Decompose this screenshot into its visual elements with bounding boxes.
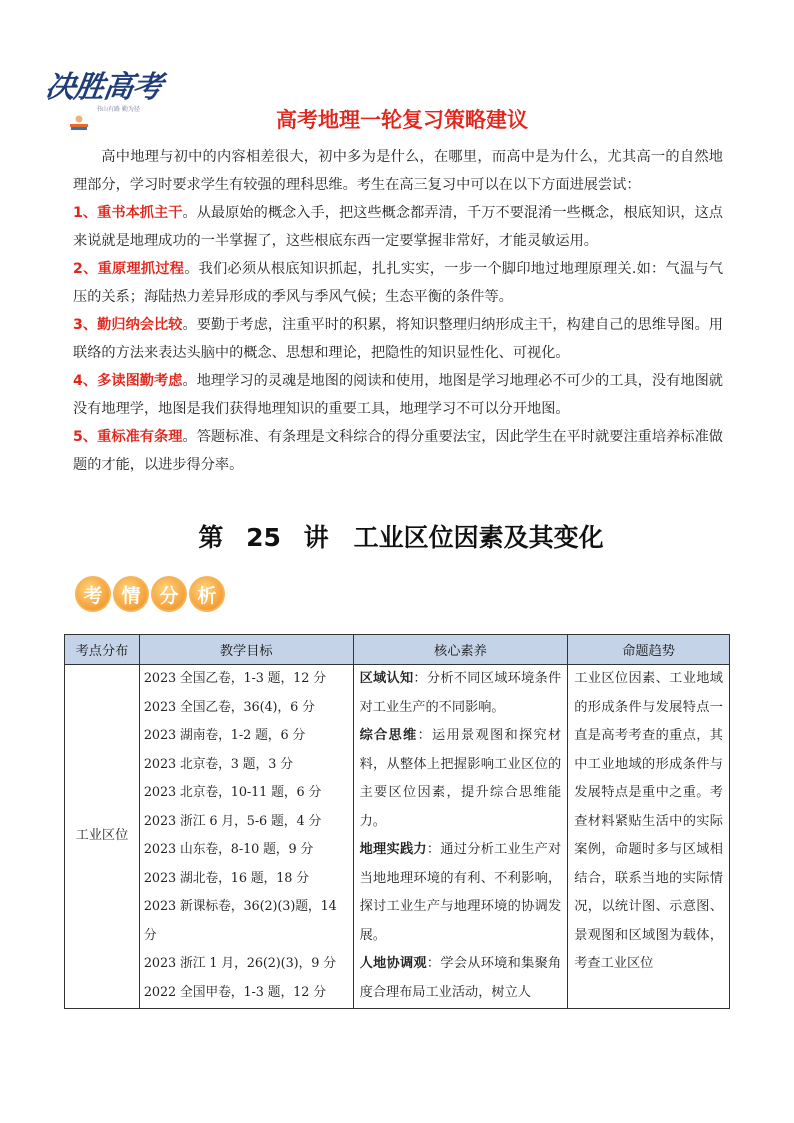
core-item: 综合思维：运用景观图和探究材料，从整体上把握影响工业区位的主要区位因素，提升综合思维能力。 [359,728,562,829]
goal-item: 2023 全国乙卷，1-3 题，12 分 [143,671,326,686]
badge-char: 考 [75,576,111,612]
tip-item: 5、重标准有条理。答题标准、有条理是文科综合的得分重要法宝，因此学生在平时就要注重培养标准做题的才能，以进步得分率。 [73,429,723,473]
core-item: 人地协调观：学会从环境和集聚角度合理布局工业活动，树立人 [359,956,562,1000]
column-header: 考点分布 [65,635,140,665]
goal-item: 2023 全国乙卷，36(4)，6 分 [143,699,315,715]
goal-item: 2023 新课标卷，36(2)(3)题，14 分 [143,899,337,943]
core-literacy-cell [353,665,568,1009]
column-header: 命题趋势 [568,635,730,665]
table-row [65,665,730,1009]
core-item: 地理实践力：通过分析工业生产对当地地理环境的有利、不利影响，探讨工业生产与地理环境的协调发展。 [359,842,562,943]
goal-item: 2022 全国甲卷，1-3 题，12 分 [143,984,326,1000]
tip-item: 1、重书本抓主干。从最原始的概念入手，把这些概念都弄清，千万不要混淆一些概念，根底知识，这点来说就是地理成功的一半掌握了，这些根底东西一定要掌握非常好，才能灵敏运用。 [73,205,723,249]
logo-text: 决胜高考 [43,70,164,105]
lesson-title: 第 25 讲 工业区位因素及其变化 [198,523,604,552]
exam-analysis-table [64,634,730,1009]
table-header-row [65,635,730,665]
tip-item: 2、重原理抓过程。我们必须从根底知识抓起，扎扎实实，一步一个脚印地过地理原理关.如：气温与气压的关系；海陆热力差异形成的季风与季风气候；生态平衡的条件等。 [73,261,724,305]
tip-item: 3、勤归纳会比较。要勤于考虑，注重平时的积累，将知识整理归纳形成主干，构建自己的思维导图。用联络的方法来表达头脑中的概念、思想和理论，把隐性的知识显性化、可视化。 [73,317,723,361]
intro-paragraph: 高中地理与初中的内容相差很大，初中多为是什么，在哪里，而高中是为什么，尤其高一的自然地理部分，学习时要求学生有较强的理科思维。考生在高三复习中可以在以下方面进展尝试： [73,149,723,193]
goals-cell [139,665,353,1009]
core-item: 区域认知：分析不同区域环境条件对工业生产的不同影响。 [359,671,562,715]
column-header: 教学目标 [139,635,353,665]
section-badge [75,574,227,614]
logo-subtitle: 书山有路 勤为径 [96,106,140,113]
tip-item: 4、多读图勤考虑。地理学习的灵魂是地图的阅读和使用，地图是学习地理必不可少的工具，没有地图就没有地理学，地图是我们获得地理知识的重要工具，地理学习不可以分开地图。 [73,373,723,417]
column-header: 核心素养 [353,635,568,665]
goal-item: 2023 湖南卷，1-2 题，6 分 [143,728,306,743]
goal-item: 2023 北京卷，10-11 题，6 分 [143,785,322,800]
topic-cell: 工业区位 [65,665,140,1009]
goal-item: 2023 浙江 1 月，26(2)(3)，9 分 [143,956,336,971]
badge-char: 分 [151,576,187,612]
goal-item: 2023 山东卷，8-10 题，9 分 [143,842,314,857]
trend-cell: 工业区位因素、工业地域的形成条件与发展特点一直是高考考查的重点，其中工业地域的形成条件与发展特点是重中之重。考查材料紧贴生活中的实际案例，命题时多与区域相结合，联系当地的实际情况，以统计图、示意图、景观图和区域图为载体，考查工业区位 [568,665,730,1009]
badge-char: 析 [189,576,225,612]
page-title: 高考地理一轮复习策略建议 [276,108,528,132]
badge-char: 情 [113,576,149,612]
goal-item: 2023 浙江 6 月，5-6 题，4 分 [143,813,322,829]
goal-item: 2023 北京卷，3 题，3 分 [143,756,293,772]
goal-item: 2023 湖北卷，16 题，18 分 [143,870,309,886]
